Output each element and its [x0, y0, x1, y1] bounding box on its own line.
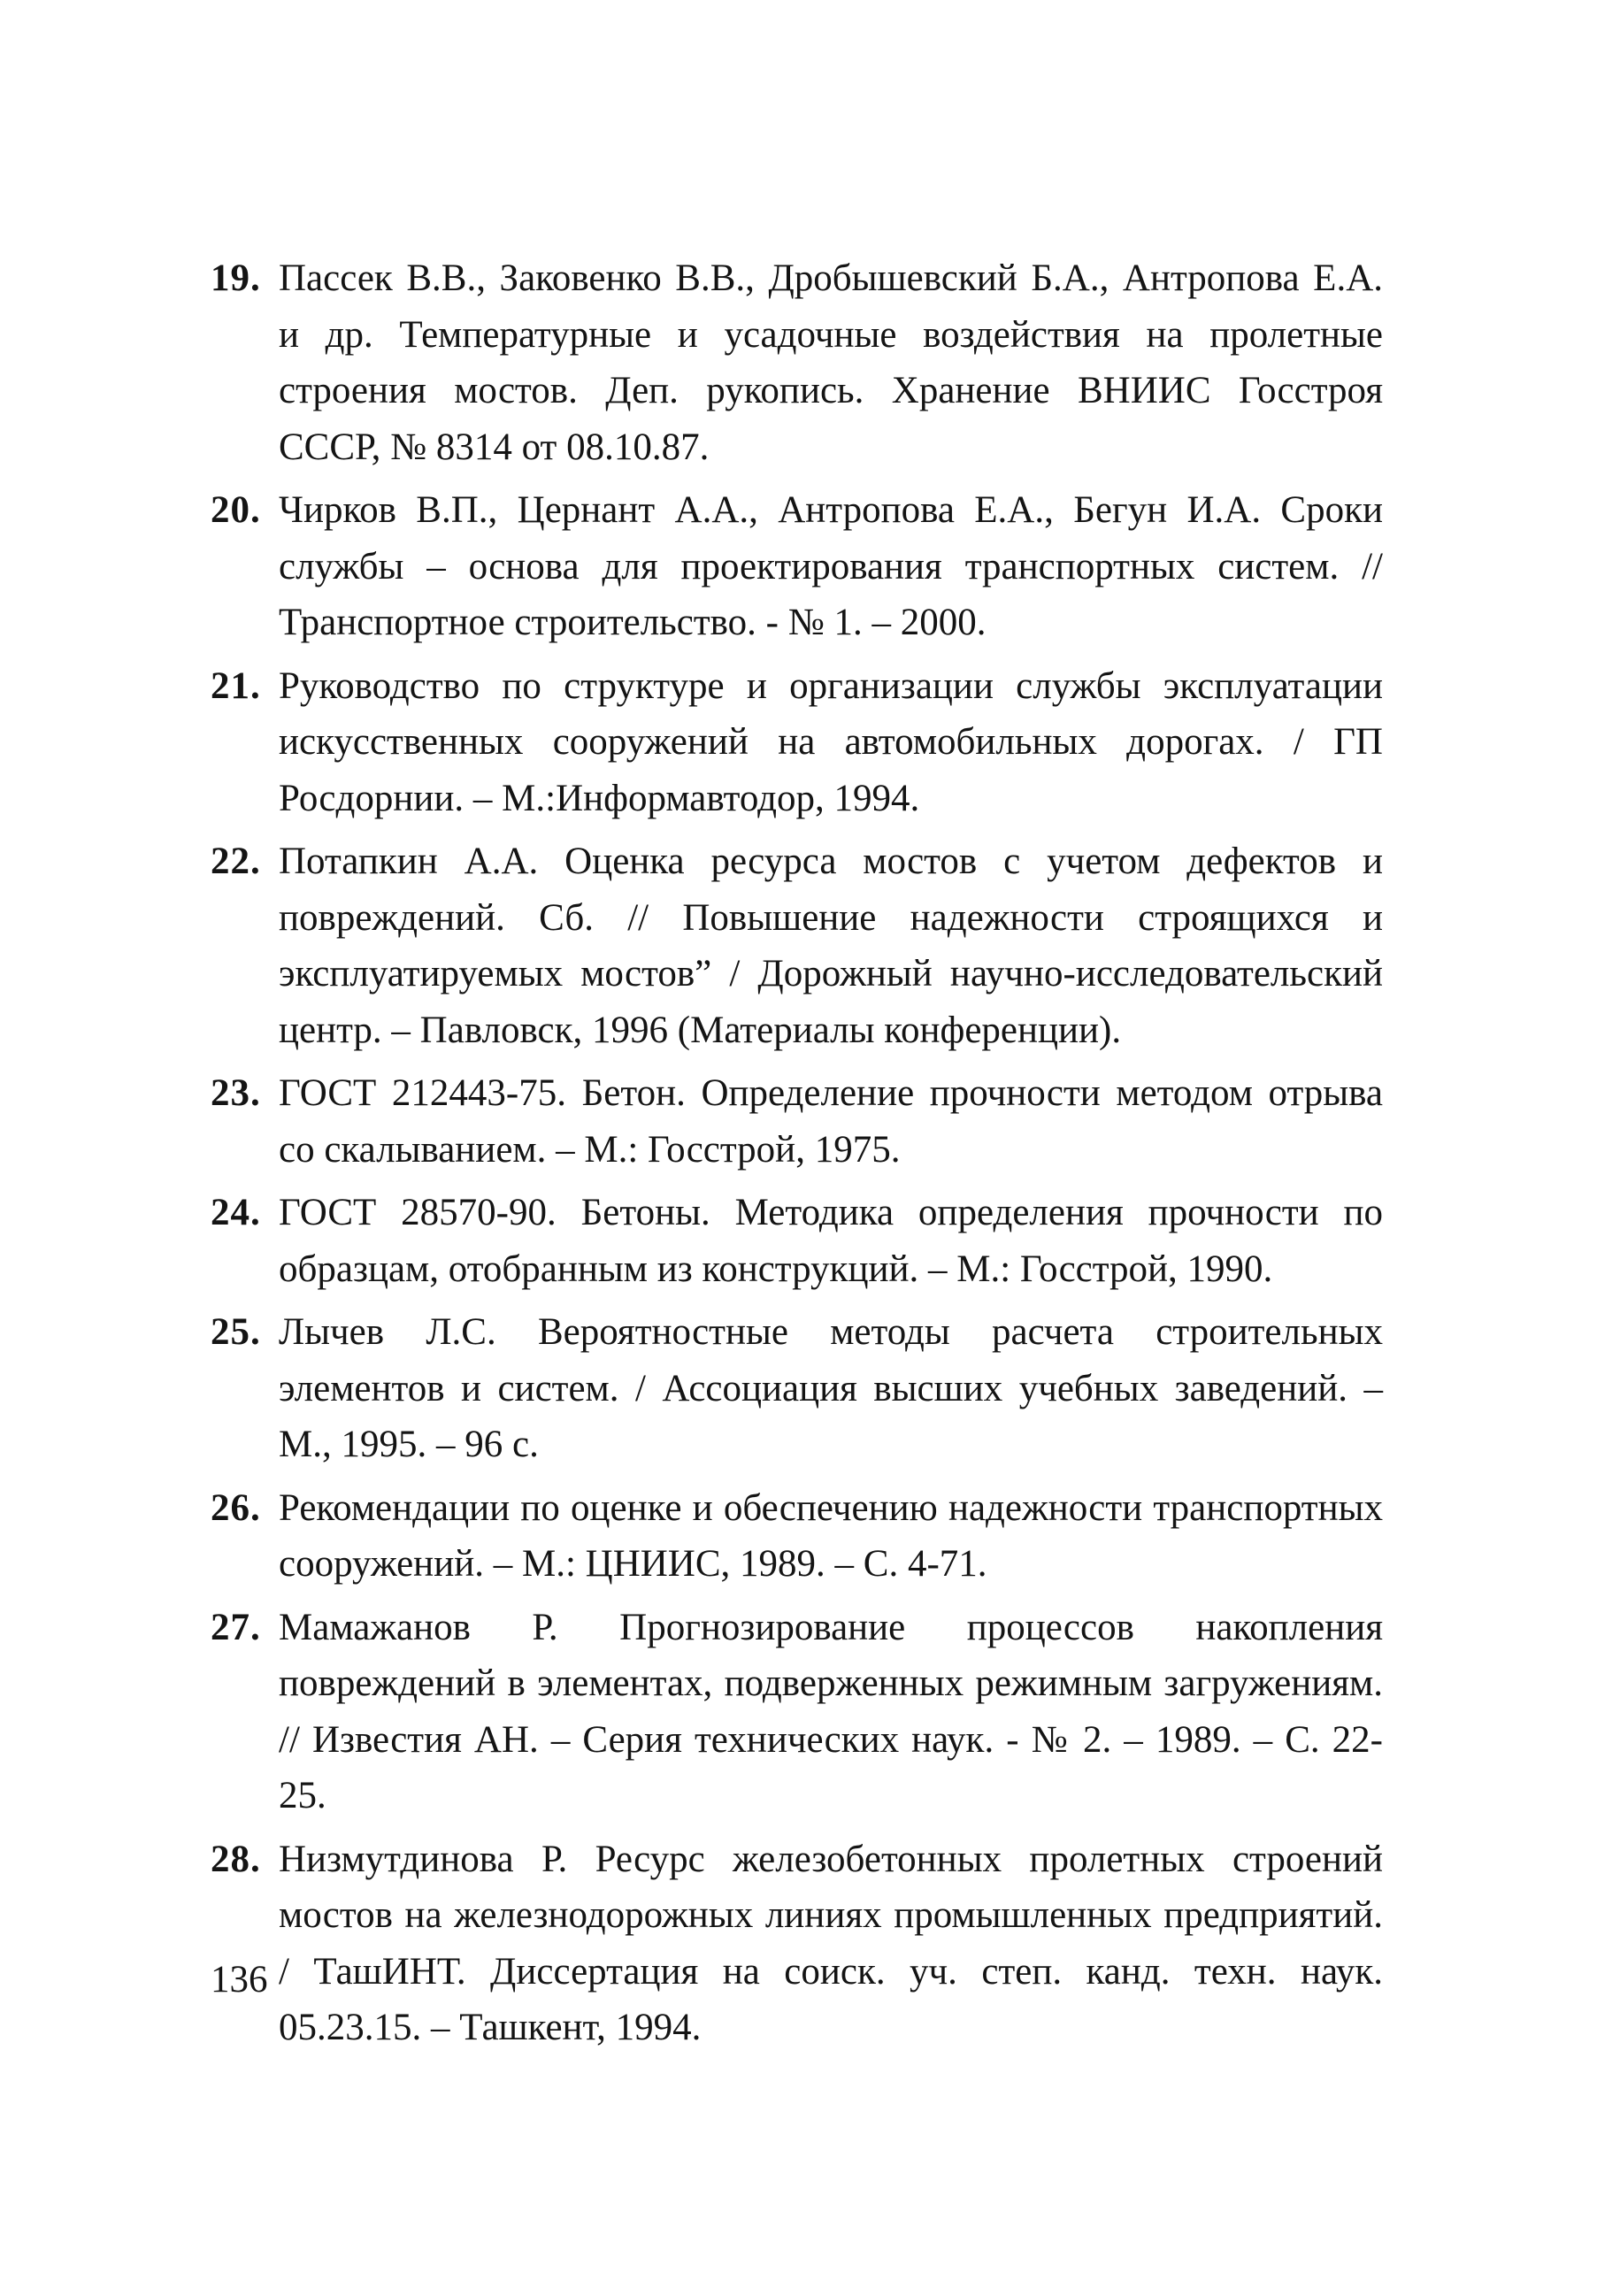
reference-number: 21.	[211, 664, 261, 707]
reference-list	[211, 250, 1383, 2063]
reference-text: Потапкин А.А. Оценка ресурса мостов с учетом дефектов и повреждений. Сб. // Повышение надежности строящихся и эксплуатируемых мостов” / Дорожный научно-исследовательский центр. – Павловск, 1996 (Материалы конференции).	[279, 841, 1383, 1051]
reference-item	[211, 1480, 1383, 1593]
reference-item	[211, 1304, 1383, 1473]
reference-number: 28.	[211, 1838, 261, 1880]
reference-text: ГОСТ 212443-75. Бетон. Определение прочности методом отрыва со скалыванием. – М.: Госстрой, 1975.	[279, 1072, 1383, 1171]
reference-text: Руководство по структуре и организации службы эксплуатации искусственных сооружений на автомобильных дорогах. / ГП Росдорнии. – М.:Информавтодор, 1994.	[279, 664, 1383, 819]
reference-number: 24.	[211, 1192, 261, 1233]
reference-text: Мамажанов Р. Прогнозирование процессов накопления повреждений в элементах, подверженных режимным загружениям. // Известия АН. – Серия технических наук. - № 2. – 1989. – С. 22-25.	[279, 1606, 1383, 1816]
reference-number: 26.	[211, 1486, 261, 1529]
reference-text: Низмутдинова Р. Ресурс железобетонных пролетных строений мостов на железнодорожных линиях промышленных предприятий. / ТашИНТ. Диссертация на соиск. уч. степ. канд. техн. наук. 05.23.15. – Ташкент, 1994.	[279, 1838, 1383, 2048]
reference-text: Пассек В.В., Заковенко В.В., Дробышевский Б.А., Антропова Е.А. и др. Температурные и усадочные воздействия на пролетные строения мостов. Деп. рукопись. Хранение ВНИИС Госстроя СССР, № 8314 от 08.10.87.	[279, 257, 1383, 468]
reference-number: 23.	[211, 1072, 261, 1114]
reference-number: 22.	[211, 841, 261, 882]
reference-text: Лычев Л.С. Вероятностные методы расчета строительных элементов и систем. / Ассоциация высших учебных заведений. – М., 1995. – 96 с.	[279, 1311, 1383, 1465]
reference-number: 27.	[211, 1606, 261, 1648]
reference-item	[211, 1185, 1383, 1297]
page-number: 136	[211, 1959, 268, 2000]
reference-item	[211, 833, 1383, 1058]
reference-text: Рекомендации по оценке и обеспечению надежности транспортных сооружений. – М.: ЦНИИС, 1989. – С. 4-71.	[279, 1486, 1383, 1585]
reference-item	[211, 482, 1383, 651]
reference-number: 25.	[211, 1311, 261, 1353]
reference-item	[211, 1065, 1383, 1178]
reference-number: 20.	[211, 489, 261, 531]
reference-text: Чирков В.П., Цернант А.А., Антропова Е.А., Бегун И.А. Сроки службы – основа для проектирования транспортных систем. // Транспортное строительство. - № 1. – 2000.	[279, 489, 1383, 643]
reference-number: 19.	[211, 257, 261, 299]
reference-item	[211, 1831, 1383, 2056]
reference-item	[211, 1600, 1383, 1824]
reference-item	[211, 658, 1383, 827]
reference-text: ГОСТ 28570-90. Бетоны. Методика определения прочности по образцам, отобранным из конструкций. – М.: Госстрой, 1990.	[279, 1192, 1383, 1290]
reference-item	[211, 250, 1383, 475]
